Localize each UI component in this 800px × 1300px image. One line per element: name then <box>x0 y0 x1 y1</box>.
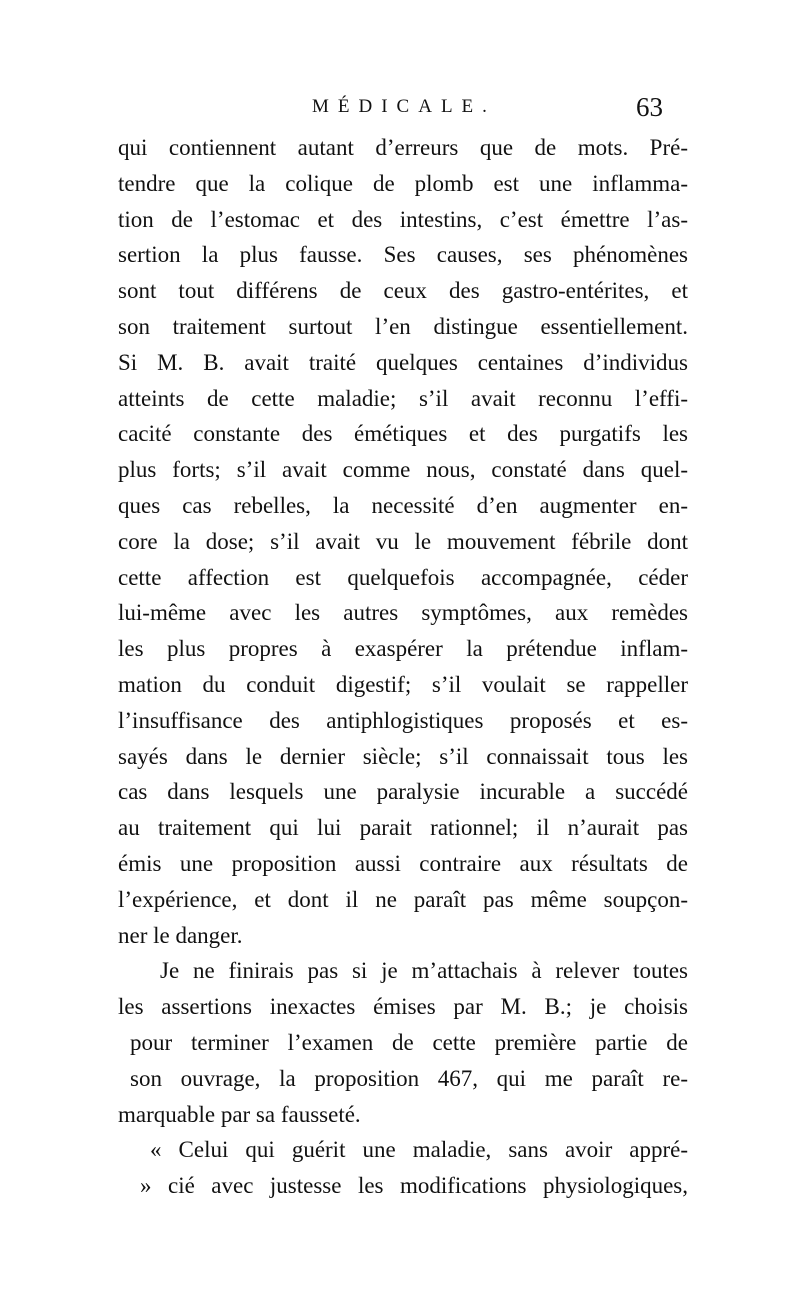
text-line: pour terminer l’examen de cette première partie de <box>130 1029 688 1055</box>
text-line: tendre que la colique de plomb est une inflamma- <box>118 170 688 196</box>
text-line: Si M. B. avait traité quelques centaines d’individus <box>118 349 688 375</box>
text-line: Je ne finirais pas si je m’attachais à relever toutes <box>160 958 688 984</box>
text-line: cacité constante des émétiques et des purgatifs les <box>118 421 688 447</box>
text-line: marquable par sa fausseté. <box>118 1101 361 1127</box>
text-line: son traitement surtout l’en distingue essentiellement. <box>118 313 688 339</box>
text-line: les plus propres à exaspérer la prétendue inflam- <box>118 636 688 662</box>
text-line: atteints de cette maladie; s’il avait reconnu l’effi- <box>118 385 688 411</box>
text-line: son ouvrage, la proposition 467, qui me paraît re- <box>130 1065 688 1091</box>
text-line: « Celui qui guérit une maladie, sans avoir appré- <box>150 1137 688 1163</box>
text-line: ner le danger. <box>118 922 243 948</box>
text-line: l’insuffisance des antiphlogistiques proposés et es- <box>118 707 688 733</box>
text-line: tion de l’estomac et des intestins, c’est émettre l’as- <box>118 206 688 232</box>
text-line: qui contiennent autant d’erreurs que de mots. Pré- <box>118 135 688 160</box>
text-line: mation du conduit digestif; s’il voulait se rappeller <box>118 671 688 697</box>
text-line: ques cas rebelles, la necessité d’en augmenter en- <box>118 492 688 518</box>
text-line: les assertions inexactes émises par M. B.; je choisis <box>118 994 688 1020</box>
quotation <box>118 1132 688 1204</box>
text-line: émis une proposition aussi contraire aux résultats de <box>118 850 688 876</box>
paragraph-2 <box>118 953 688 1132</box>
page-number: 63 <box>636 92 663 122</box>
text-line: plus forts; s’il avait comme nous, constaté dans quel- <box>118 457 688 483</box>
text-line: cette affection est quelquefois accompagnée, céder <box>118 564 688 590</box>
text-line: » cié avec justesse les modifications physiologiques, <box>140 1173 688 1199</box>
paragraph-1 <box>118 130 688 953</box>
text-line: sayés dans le dernier siècle; s’il connaissait tous les <box>118 743 688 769</box>
text-line: lui-même avec les autres symptômes, aux remèdes <box>118 600 688 626</box>
body-text <box>118 130 688 1204</box>
text-line: core la dose; s’il avait vu le mouvement fébrile dont <box>118 528 688 554</box>
text-line: sertion la plus fausse. Ses causes, ses phénomènes <box>118 242 688 268</box>
text-line: sont tout différens de ceux des gastro-entérites, et <box>118 278 688 304</box>
text-line: l’expérience, et dont il ne paraît pas même soupçon- <box>118 886 688 912</box>
text-line: au traitement qui lui parait rationnel; il n’aurait pas <box>118 815 688 841</box>
text-line: cas dans lesquels une paralysie incurable a succédé <box>118 779 688 805</box>
running-head: MÉDICALE. <box>312 96 496 117</box>
